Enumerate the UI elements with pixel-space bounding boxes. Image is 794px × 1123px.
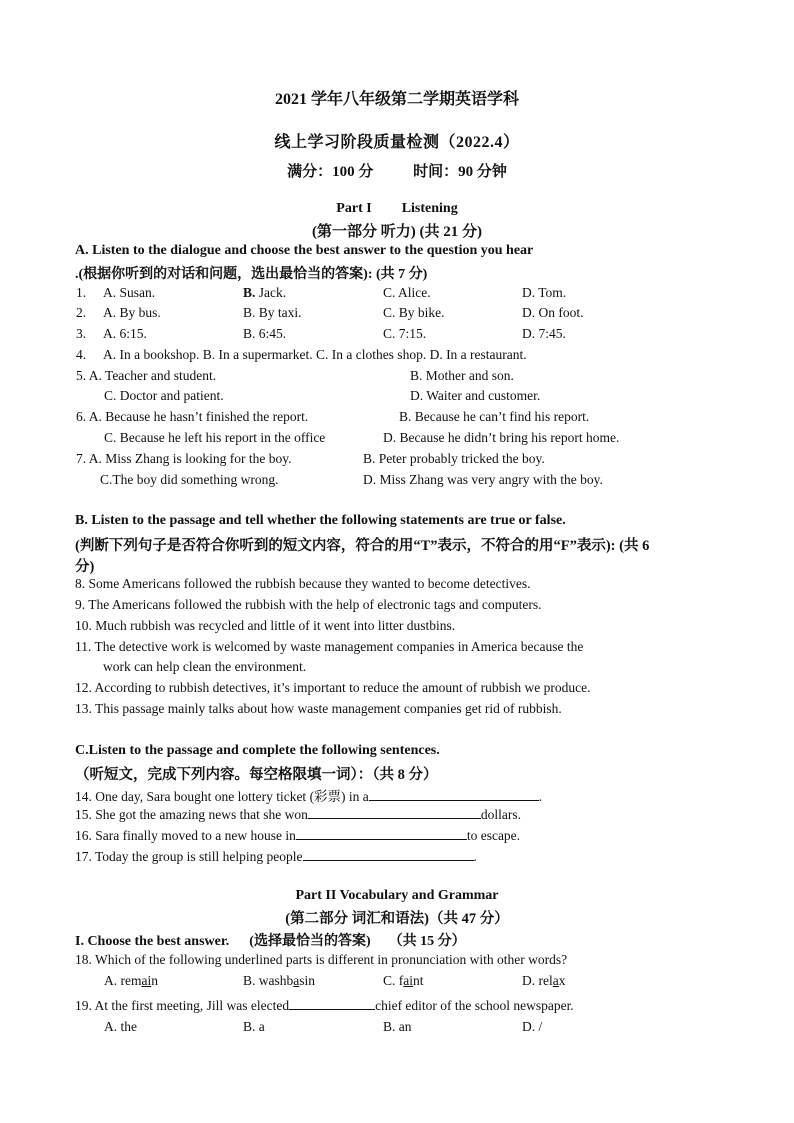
answer-blank[interactable] [296, 826, 467, 840]
options-line: A. In a bookshop. B. In a supermarket. C. In a clothes shop. D. In a restaurant. [103, 347, 527, 362]
q15-text: 15. She got the amazing news that she won [75, 807, 308, 822]
option-c: C.The boy did something wrong. [100, 472, 279, 487]
option-a: A. By bus. [103, 305, 161, 320]
q17-end: . [473, 849, 477, 864]
statement-12: 12. According to rubbish detectives, it’s important to reduce the amount of rubbish we produce. [75, 680, 591, 695]
option-b: B. a [243, 1019, 265, 1034]
option-c [383, 973, 424, 989]
option-b-underlined: a [293, 973, 300, 988]
option-d: D. Miss Zhang was very angry with the boy. [363, 472, 603, 487]
q-num: 1. [76, 285, 87, 300]
option-d: D. Because he didn’t bring his report home. [383, 430, 620, 445]
answer-blank[interactable] [289, 996, 375, 1010]
option-c-underlined: ai [403, 973, 413, 988]
exam-meta [0, 160, 794, 181]
section-i-heading [75, 930, 466, 950]
option-b-post: sin [299, 973, 316, 988]
option-d: D. Waiter and customer. [410, 388, 541, 403]
section-a-heading: A. Listen to the dialogue and choose the best answer to the question you hear [75, 243, 534, 258]
q16-end: to escape. [466, 828, 521, 843]
section-b-heading-cn-2: 分) [75, 559, 95, 575]
answer-blank[interactable] [303, 847, 474, 861]
exam-title: 2021 学年八年级第二学期英语学科 [274, 91, 519, 108]
question-18: 18. Which of the following underlined parts is different in pronunciation with other words? [75, 952, 568, 967]
section-c-heading: C.Listen to the passage and complete the following sentences. [75, 743, 440, 758]
statement-10: 10. Much rubbish was recycled and little of it went into litter dustbins. [75, 618, 456, 633]
option-a: 6. A. Because he hasn’t finished the report. [76, 409, 309, 424]
q14-end: . [538, 789, 543, 804]
option-a-underlined: ai [141, 973, 152, 988]
q-num: 4. [76, 347, 87, 362]
q17-text: 17. Today the group is still helping people [75, 849, 303, 864]
section-i-title: I. Choose the best answer. [75, 934, 230, 949]
option-b [243, 973, 315, 989]
q-num: 2. [76, 305, 87, 320]
option-c: C. 7:15. [383, 326, 427, 341]
exam-time: 时间：90 分钟 [413, 164, 507, 180]
option-b: B. By taxi. [243, 305, 302, 320]
q16-text: 16. Sara finally moved to a new house in [75, 828, 296, 843]
q-num: 3. [76, 326, 87, 341]
option-d: D. Tom. [522, 285, 567, 300]
q15-end: dollars. [480, 807, 521, 822]
part1-label: Part I [336, 201, 372, 216]
option-b: B. Peter probably tricked the boy. [363, 451, 545, 466]
option-a: A. 6:15. [103, 326, 147, 341]
section-b-heading-cn: (判断下列句子是否符合你听到的短文内容，符合的用“T”表示，不符合的用“F”表示): (共 6 [75, 538, 650, 554]
option-b: B. Because he can’t find his report. [399, 409, 590, 424]
option-d-underlined: a [552, 973, 559, 988]
option-d [522, 973, 566, 989]
statement-11-cont: work can help clean the environment. [103, 659, 307, 674]
part1-title [0, 201, 794, 217]
option-c: C. By bike. [383, 305, 445, 320]
q19-text: 19. At the first meeting, Jill was elected [75, 998, 290, 1013]
option-a [104, 973, 158, 989]
section-b-heading: B. Listen to the passage and tell whether the following statements are true or false. [75, 513, 566, 528]
option-a: 5. A. Teacher and student. [76, 368, 217, 383]
option-b-letter: B. [243, 285, 256, 300]
full-score: 满分：100 分 [287, 164, 374, 180]
answer-blank[interactable] [308, 805, 481, 819]
option-c-pre: C. f [383, 973, 404, 988]
option-b: B. 6:45. [243, 326, 287, 341]
option-b-pre: B. washb [243, 973, 294, 988]
option-a: A. the [104, 1019, 137, 1034]
option-d-post: x [558, 973, 566, 988]
option-c: C. Alice. [383, 285, 431, 300]
section-a-heading-cn: .(根据你听到的对话和问题，选出最恰当的答案): (共 7 分) [75, 267, 428, 282]
q14-text: 14. One day, Sara bought one lottery ticket (彩票) in a [75, 789, 369, 804]
exam-subtitle: 线上学习阶段质量检测（2022.4） [274, 134, 520, 151]
option-a-post: n [151, 973, 158, 988]
part2-subtitle: (第二部分 词汇和语法)（共 47 分） [285, 911, 509, 927]
option-d: D. / [522, 1019, 543, 1034]
q19-end: chief editor of the school newspaper. [375, 998, 574, 1013]
option-a-pre: A. rem [104, 973, 142, 988]
option-b: B. Mother and son. [410, 368, 514, 383]
option-d-pre: D. rel [522, 973, 553, 988]
question-16 [75, 826, 520, 844]
part1-subtitle: (第一部分 听力) (共 21 分) [312, 224, 482, 240]
part1-name: Listening [401, 201, 458, 216]
statement-13: 13. This passage mainly talks about how waste management companies get rid of rubbish. [75, 701, 562, 716]
option-c: C. Doctor and patient. [104, 388, 224, 403]
part2-title: Part II Vocabulary and Grammar [295, 888, 499, 903]
option-d: D. 7:45. [522, 326, 566, 341]
answer-blank[interactable] [369, 787, 539, 801]
option-d: D. On foot. [522, 305, 584, 320]
option-b-text: Jack. [255, 285, 287, 300]
option-c: C. Because he left his report in the office [104, 430, 326, 445]
option-b [243, 285, 286, 301]
question-14 [75, 785, 542, 805]
statement-9: 9. The Americans followed the rubbish with the help of electronic tags and computers. [75, 597, 542, 612]
option-a: A. Susan. [103, 285, 156, 300]
question-17 [75, 847, 477, 865]
question-15 [75, 805, 521, 823]
section-i-cn: (选择最恰当的答案) [249, 934, 371, 949]
option-c: B. an [383, 1019, 412, 1034]
option-c-post: nt [413, 973, 424, 988]
question-19 [75, 996, 574, 1014]
statement-11: 11. The detective work is welcomed by waste management companies in America because the [75, 639, 584, 654]
section-i-points: （共 15 分） [388, 934, 466, 949]
option-a: 7. A. Miss Zhang is looking for the boy. [76, 451, 292, 466]
section-c-heading-cn: （听短文，完成下列内容。每空格限填一词）：（共 8 分） [75, 767, 438, 783]
statement-8: 8. Some Americans followed the rubbish because they wanted to become detectives. [75, 576, 531, 591]
